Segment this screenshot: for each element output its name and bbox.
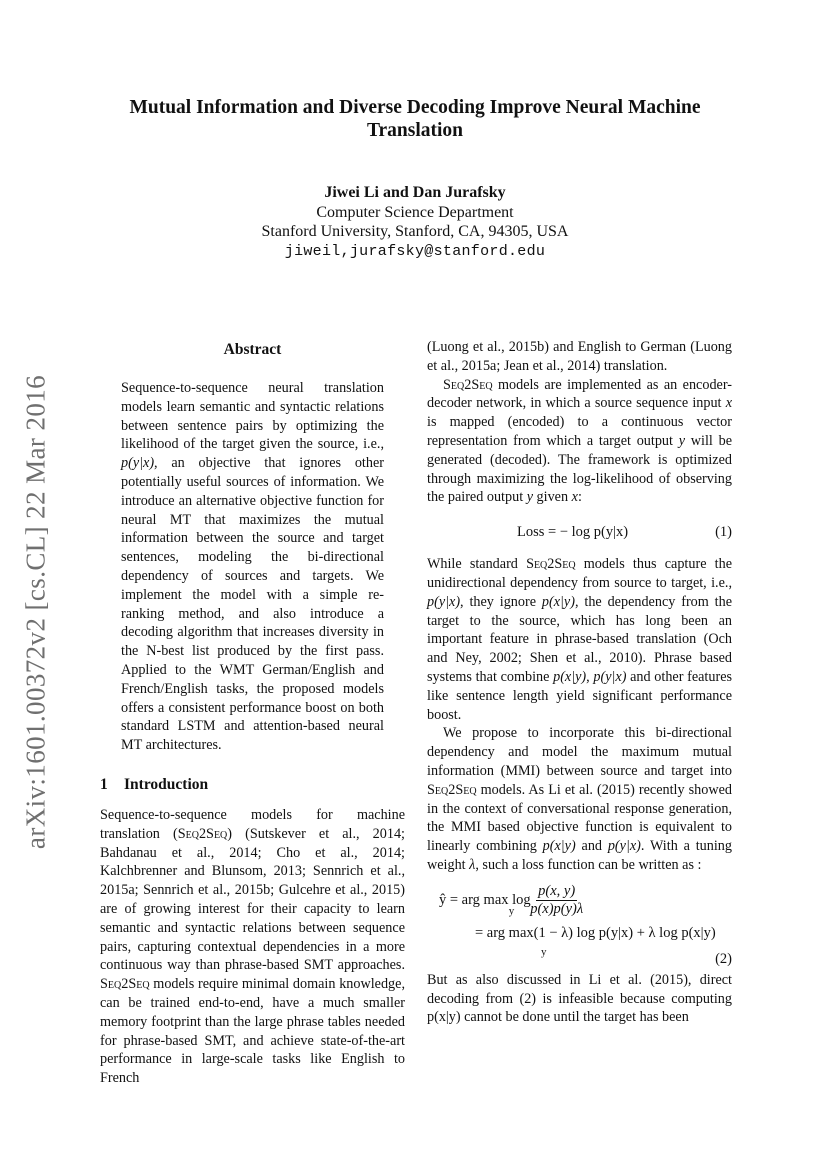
equation-1-number: (1) <box>715 524 732 541</box>
arxiv-identifier: arXiv:1601.00372v2 [cs.CL] 22 Mar 2016 <box>20 374 51 850</box>
body-paragraph: But as also discussed in Li et al. (2015), direct decoding from (2) is infeasible because computing p(x|y) cannot be done until the target has been <box>427 971 732 1026</box>
equation-1 <box>427 513 732 551</box>
equation-2-number: (2) <box>715 950 732 967</box>
author-affiliation: Computer Science Department <box>316 203 514 221</box>
introduction-paragraph: Sequence-to-sequence models for machine translation (Seq2Seq) (Sutskever et al., 2014; Bahdanau et al., 2014; Cho et al., 2014; Kalchbrenner and Blunsom, 2013; Sennrich et al., 2015a; Sennrich et al., 2015b; Gulcehre et al., 2015) are of growing interest for their capacity to learn semantic and syntactic relations between sequence pairs, capturing contextual dependencies in a more continuous way than phrase-based SMT approaches. Seq2Seq models require minimal domain knowledge, can be trained end-to-end, have a much smaller memory footprint than the large phrase tables needed for phrase-based SMT, and achieve state-of-the-art performance in large-scale tasks like English to French <box>100 806 405 1087</box>
author-names: Jiwei Li and Dan Jurafsky <box>324 184 506 201</box>
fraction: $\frac{p(x, y)}{p(x)p(y)\lambda}$ <box>530 882 584 917</box>
abstract-heading: Abstract <box>223 341 282 358</box>
body-paragraph: While standard Seq2Seq models thus capture the unidirectional dependency from source to target, i.e., p(y|x), they ignore p(x|y), the dependency from the target to the source, which has long been an important feature in phrase-based translation (Och and Ney, 2002; Shen et al., 2010). Phrase based systems that combine p(x|y), p(y|x) and other features like sentence length yield significant performance boost. <box>427 556 733 723</box>
author-email: jiweil,jurafsky@stanford.edu <box>284 242 546 260</box>
author-address: Stanford University, Stanford, CA, 94305, USA <box>261 223 569 240</box>
paper-title: Mutual Information and Diverse Decoding Improve Neural Machine Translation <box>129 97 701 141</box>
body-paragraph: (Luong et al., 2015b) and English to German (Luong et al., 2015a; Jean et al., 2014) translation. <box>427 339 732 374</box>
abstract-text: Sequence-to-sequence neural translation models learn semantic and syntactic relations between sentence pairs by optimizing the likelihood of the target given the source, i.e., p(y|x), an objective that ignores other potentially useful sources of information. We introduce an alternative objective function for neural MT that maximizes the mutual information between the source and target sentences, modeling the bi-directional dependency of sources and targets. We implement the model with a simple re-ranking method, and also introduce a decoding algorithm that increases diversity in the N-best list produced by the first pass. Applied to the WMT German/English and French/English tasks, the proposed models offers a consistent performance boost on both standard LSTM and attention-based neural MT architectures. <box>121 380 384 754</box>
body-paragraph: We propose to incorporate this bi-directional dependency and model the maximum mutual information (MMI) between source and target into Seq2Seq models. As Li et al. (2015) recently showed in the context of conversational response generation, the MMI based objective function is equivalent to linearly combining p(x|y) and p(y|x). With a tuning weight λ, such a loss function can be written as : <box>427 725 732 873</box>
arxiv-sidebar <box>18 362 54 862</box>
left-column <box>100 338 405 1088</box>
equation-2-line-2: = arg max(1 − λ) log p(y|x) + λ log p(x|y) <box>475 924 716 941</box>
equation-1-body: Loss = − log p(y|x) <box>517 524 629 541</box>
equation-2: ŷ = arg max log y $\frac{p(x, y)}{p(x)p(y)\lambda}$ = arg max(1 − λ) log p(y|x) + λ log p(x|y) y (2) <box>439 882 732 967</box>
body-paragraph: Seq2Seq models are implemented as an encoder-decoder network, in which a source sequence input x is mapped (encoded) to a continuous vector representation from which a target output y will be generated (decoded). The framework is optimized through maximizing the log-likelihood of observing the paired output y given x: <box>427 376 732 506</box>
equation-2-line-1: ŷ = arg max log y $\frac{p(x, y)}{p(x)p(y)\lambda}$ <box>439 882 584 918</box>
section-heading-introduction: 1 Introduction <box>100 775 209 793</box>
right-column <box>427 338 732 1027</box>
math-inline: p(y|x) <box>121 455 155 472</box>
author-block <box>100 183 730 261</box>
